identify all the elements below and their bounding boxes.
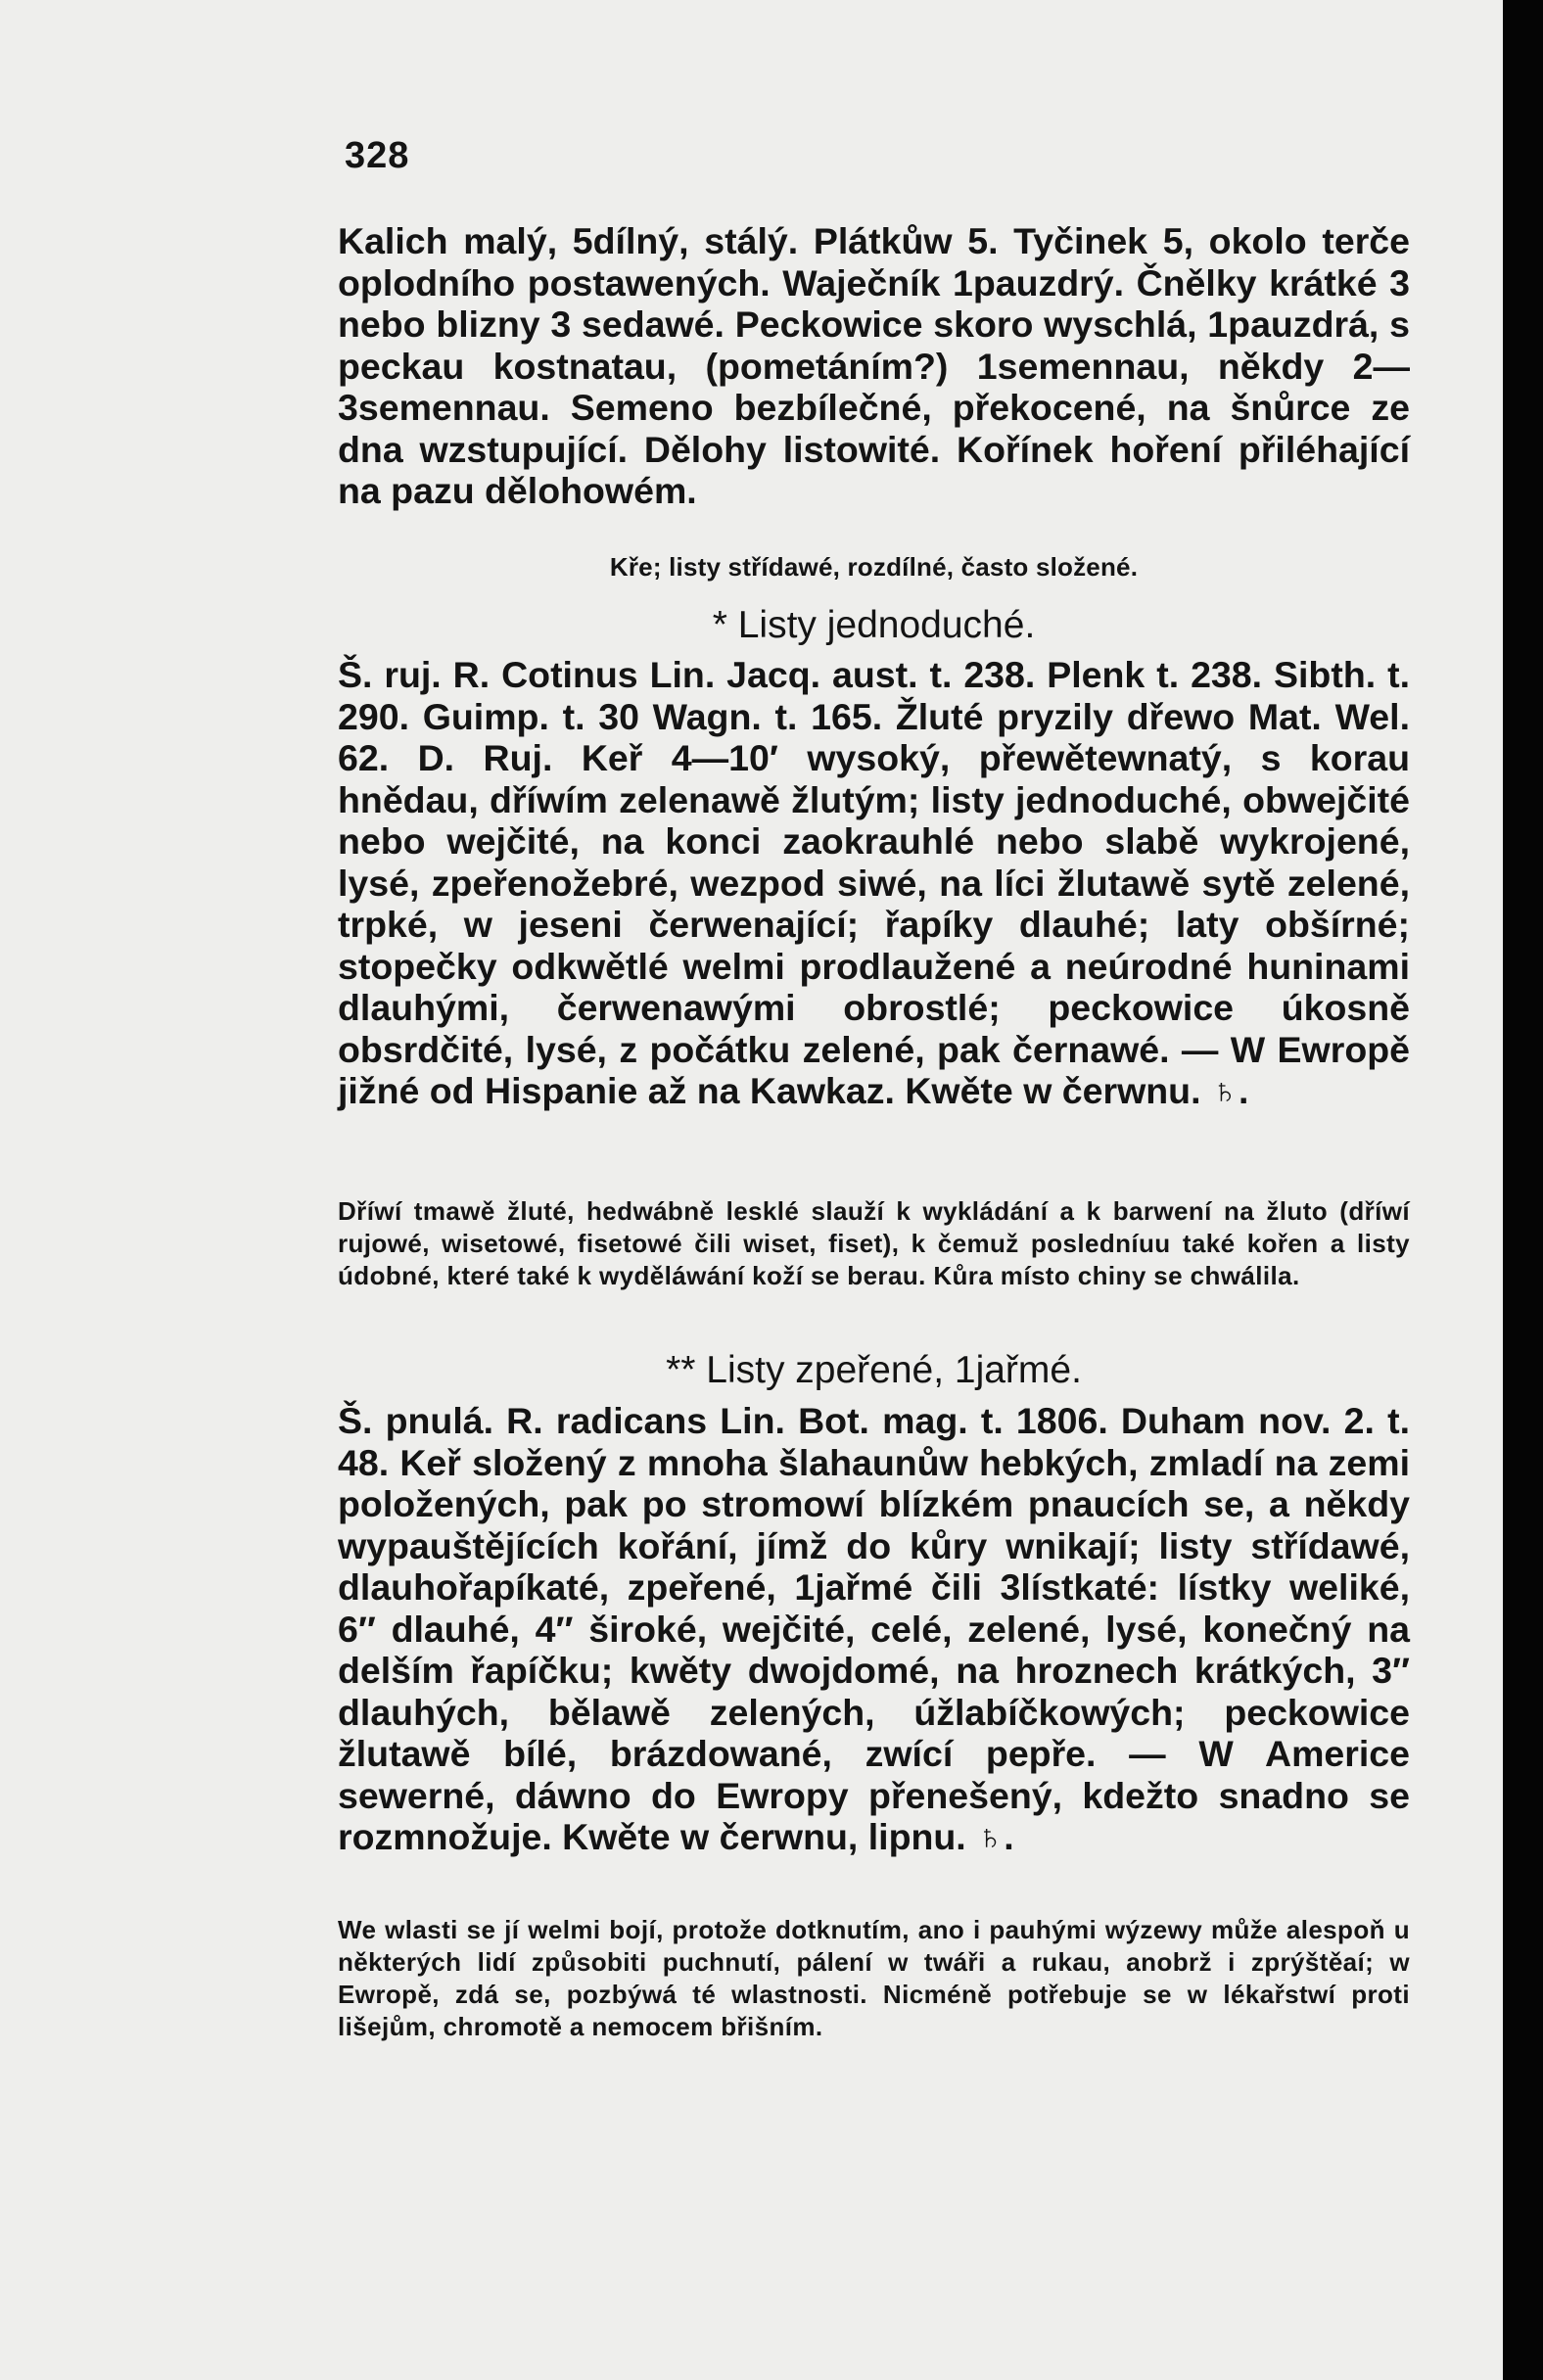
note-cotinus-uses: Dříwí tmawě žluté, hedwábně lesklé slauží k wykládání a k barwení na žluto (dříwí rujowé, wisetowé, fisetowé čili wiset, fiset), k čemuž posledníuu také kořen a listy údobné, které také k wyděláwání koží se berau. Kůra místo chiny se chwálila.	[338, 1196, 1410, 1290]
paragraph-family-description: Kalich malý, 5dílný, stálý. Plátkůw 5. Tyčinek 5, okolo terče oplodního postawených. Waječník 1pauzdrý. Čnělky krátké 3 nebo blizny 3 sedawé. Peckowice skoro wyschlá, 1pauzdrá, s peckau kostnatau, (pometáním?) 1semennau, někdy 2—3semennau. Semeno bezbílečné, překocené, na šnůrce ze dna wzstupující. Dělohy listowité. Kořínek hoření přiléhající na pazu dělohowém.	[338, 220, 1410, 511]
section-heading-simple-leaves: * Listy jednoduché.	[712, 604, 1036, 646]
paragraph-rhus-cotinus: Š. ruj. R. Cotinus Lin. Jacq. aust. t. 238. Plenk t. 238. Sibth. t. 290. Guimp. t. 30 Wagn. t. 165. Žluté pryzily dřewo Mat. Wel. 62. D. Ruj. Keř 4—10′ wysoký, přewětewnatý, s korau hnědau, dříwím zelenawě žlutým; listy jednoduché, obwejčité nebo wejčité, na konci zaokrauhlé nebo slabě wykrojené, lysé, zpeřenožebré, wezpod siwé, na líci žlutawě sytě zelené, trpké, w jeseni čerwenající; řapíky dlauhé; laty obšírné; stopečky odkwětlé welmi prodlaužené a neúrodné huninami dlauhými, čerwenawými obrostlé; peckowice úkosně obsrdčité, lysé, z počátku zelené, pak černawé. — W Ewropě jižné od Hispanie až na Kawkaz. Kwěte w čerwnu. ♄.	[338, 654, 1410, 1111]
paragraph-rhus-radicans: Š. pnulá. R. radicans Lin. Bot. mag. t. 1806. Duham nov. 2. t. 48. Keř složený z mnoha šlahaunůw hebkých, zmladí na zemi položených, pak po stromowí blízkém pnaucích se, a někdy wypauštějících kořání, jímž do kůry wnikají; listy střídawé, dlauhořapíkaté, zpeřené, 1jařmé čili 3lístkaté: lístky weliké, 6″ dlauhé, 4″ široké, wejčité, celé, zelené, lysé, konečný na delším řapíčku; kwěty dwojdomé, na hroznech krátkých, 3″ dlauhých, bělawě zelených, úžlabíčkowých; peckowice žlutawě bílé, brázdowané, zwící pepře. — W Americe sewerné, dáwno do Ewropy přenešený, kdežto snadno se rozmnožuje. Kwěte w čerwnu, lipnu. ♄.	[338, 1400, 1410, 1857]
section-heading-pinnate-leaves: ** Listy zpeřené, 1jařmé.	[666, 1349, 1082, 1391]
note-family-summary: Kře; listy střídawé, rozdílné, často složené.	[609, 552, 1139, 582]
note-radicans-properties: We wlasti se jí welmi bojí, protože dotknutím, ano i pauhými wýzewy může alespoň u některých lidí způsobiti puchnutí, pálení w twáři a rukau, anobrž i zprýštěaí; w Ewropě, zdá se, pozbýwá té wlastnosti. Nicméně potřebuje se w lékařstwí proti lišejům, chromotě a nemocem břišním.	[338, 1915, 1410, 2041]
page-number: 328	[345, 135, 410, 176]
